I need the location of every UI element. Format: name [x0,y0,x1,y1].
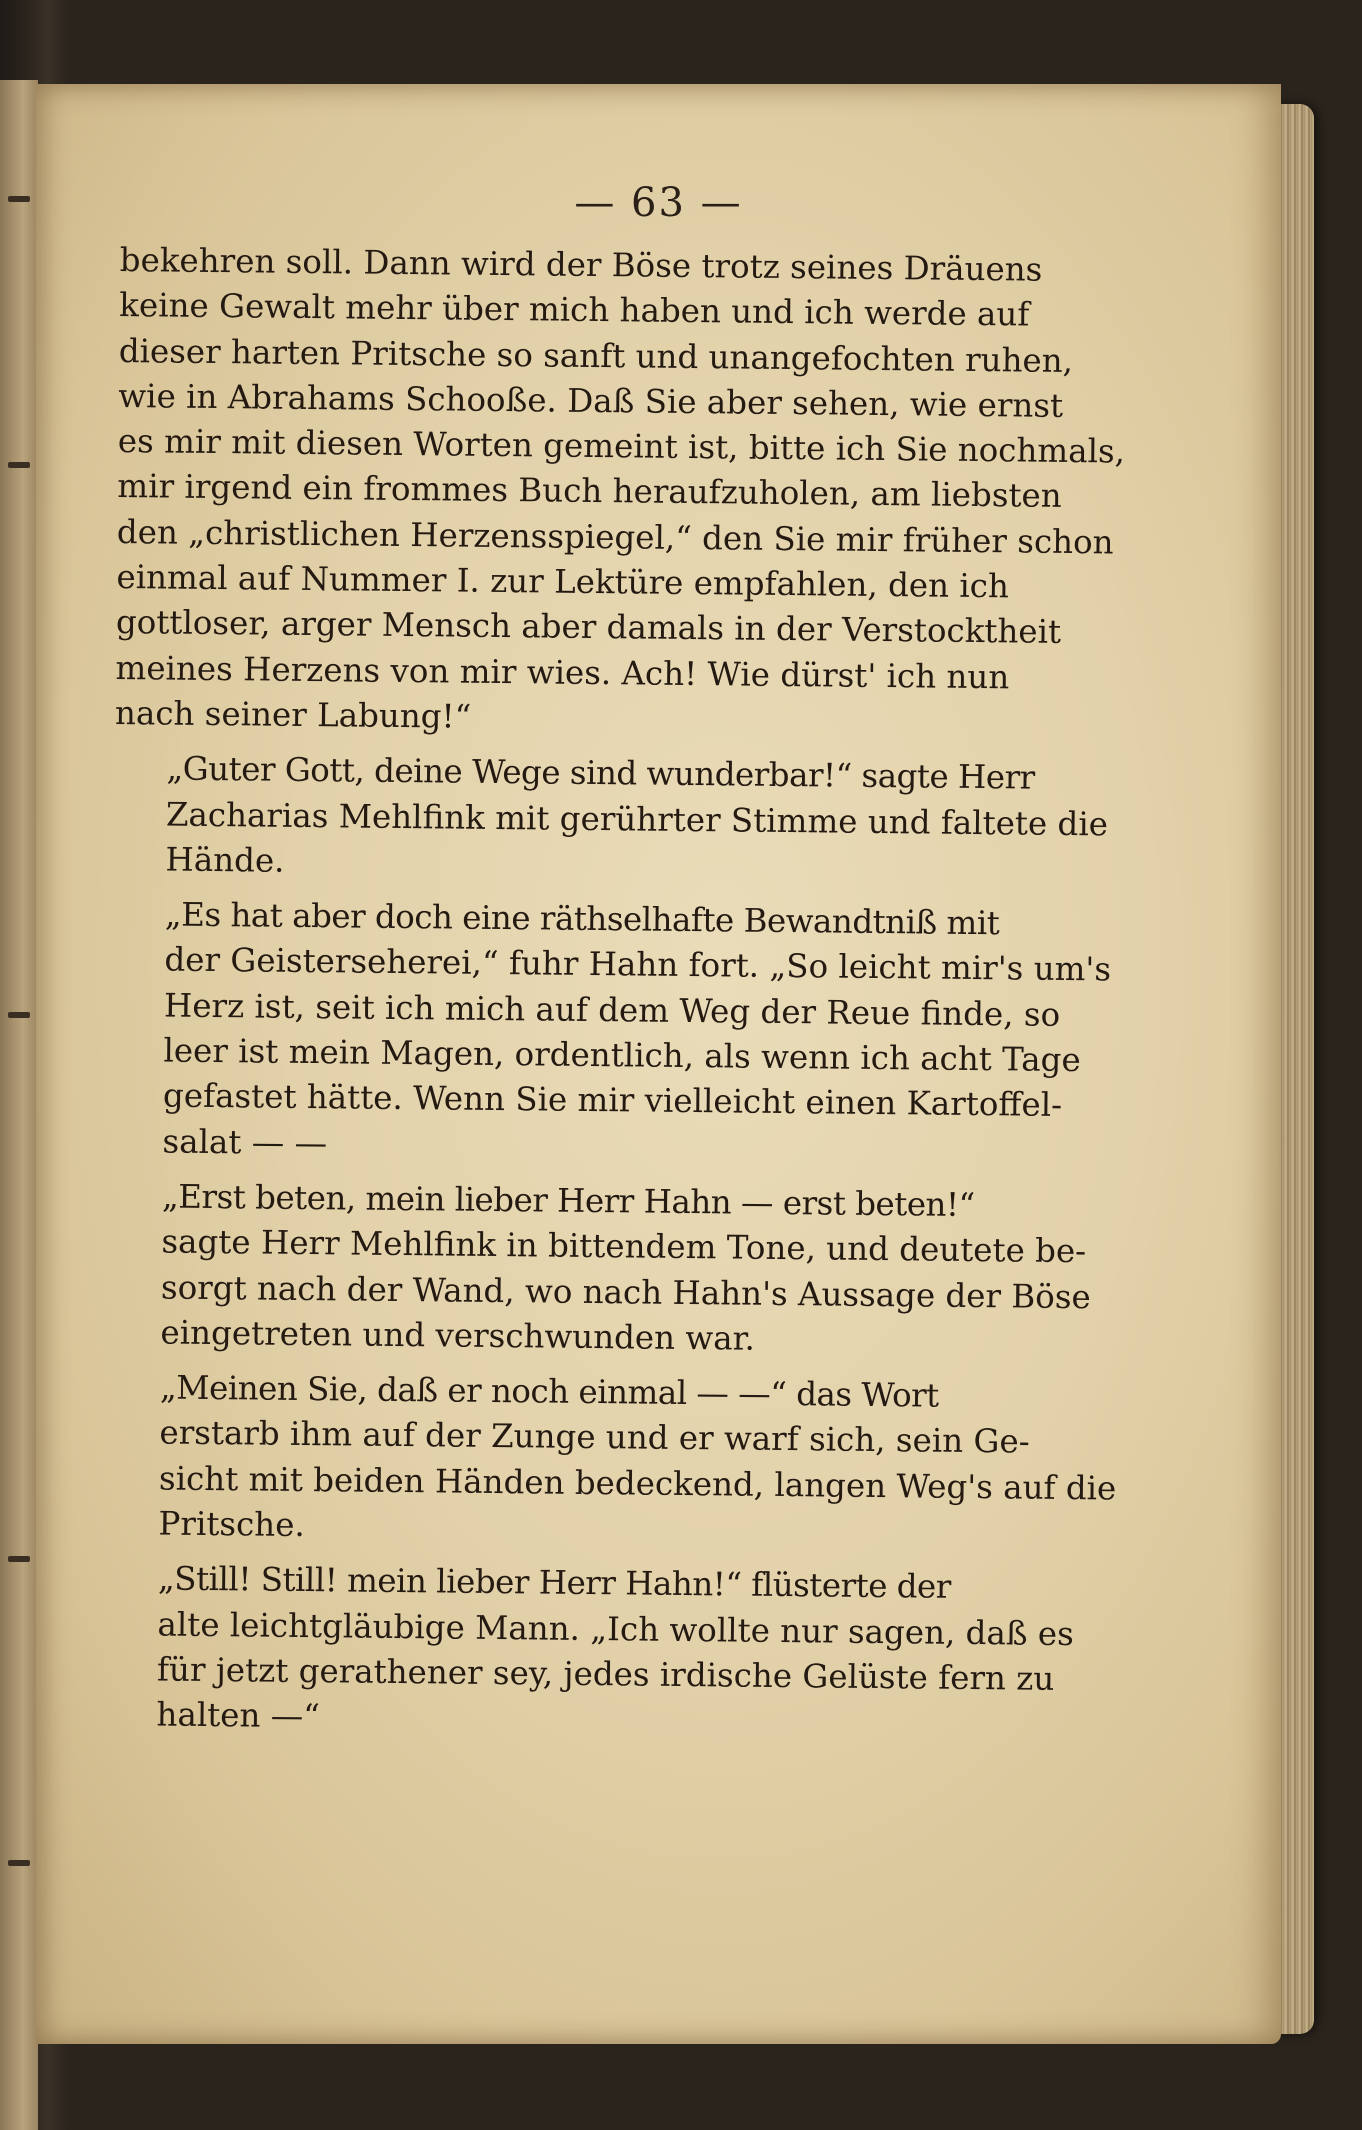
text-line: leer ist mein Magen, ordentlich, als wenn ich acht Tage [163,1031,1081,1080]
text-line: es mir mit diesen Worten gemeint ist, bitte ich Sie nochmals, [117,422,1126,471]
text-line: wie in Abrahams Schooße. Daß Sie aber sehen, wie ernst [118,376,1064,425]
text-line: Zacharias Mehlfink mit gerührter Stimme und faltete die [165,795,1109,843]
text-line: sicht mit beiden Händen bedeckend, langen Weg's auf die [158,1459,1117,1508]
text-line: der Geisterseherei,“ fuhr Hahn fort. „So leicht mir's um's [164,940,1112,989]
text-line: gefastet hätte. Wenn Sie mir vielleicht einen Kartoffel- [162,1076,1063,1125]
text-line: sagte Herr Mehlfink in bittendem Tone, und deutete be- [161,1222,1087,1271]
text-line: gottloser, arger Mensch aber damals in der Verstocktheit [115,603,1062,652]
text-line: erstarb ihm auf der Zunge und er warf sich, sein Ge- [159,1413,1030,1462]
binding-mark [8,1556,30,1562]
text-line: Pritsche. [158,1504,305,1545]
text-line: „Still! Still! mein lieber Herr Hahn!“ flüsterte der [157,1559,952,1607]
facing-page-edge [0,80,38,2130]
body-text [104,238,1152,1758]
text-line: dieser harten Pritsche so sanft und unangefochten ruhen, [118,331,1074,380]
text-line: sorgt nach der Wand, wo nach Hahn's Aussage der Böse [160,1268,1091,1316]
page-number: — 63 — [574,180,743,226]
paragraph [104,1556,1138,1748]
text-line: halten —“ [156,1695,321,1736]
text-line: „Guter Gott, deine Wege sind wunderbar!“ sagte Herr [166,749,1035,797]
binding-mark [8,196,30,202]
text-line: für jetzt gerathener sey, jedes irdische Gelüste fern zu [156,1650,1055,1698]
text-line: einmal auf Nummer I. zur Lektüre empfahlen, den ich [116,558,1010,606]
paragraph [110,892,1145,1175]
text-line: alte leichtgläubige Mann. „Ich wollte nur sagen, daß es [157,1605,1074,1653]
paragraph [115,238,1152,747]
text-line: eingetreten und verschwunden war. [160,1313,756,1358]
text-line: „Meinen Sie, daß er noch einmal — —“ das Wort [159,1368,939,1415]
text-line: keine Gewalt mehr über mich haben und ich werde auf [119,286,1030,334]
text-line: „Es hat aber doch eine räthselhafte Bewandtniß mit [164,895,1000,943]
paragraph [106,1365,1140,1557]
text-line: „Erst beten, mein lieber Herr Hahn — erst beten!“ [161,1177,975,1224]
binding-mark [8,1860,30,1866]
text-line: bekehren soll. Dann wird der Böse trotz seines Dräuens [119,240,1043,289]
paragraph [113,746,1146,893]
text-line: mir irgend ein frommes Buch heraufzuholen, am liebsten [117,467,1062,516]
text-line: salat — — [162,1122,328,1162]
binding-mark [8,1012,30,1018]
text-line: Herz ist, seit ich mich auf dem Weg der Reue finde, so [163,986,1061,1034]
book-page [36,84,1281,2044]
text-line: nach seiner Labung!“ [114,693,472,736]
paragraph [108,1174,1142,1366]
text-line: Hände. [165,840,285,880]
text-line: meines Herzens von mir wies. Ach! Wie dürst' ich nun [115,648,1010,697]
text-line: den „christlichen Herzensspiegel,“ den Sie mir früher schon [116,512,1114,562]
binding-mark [8,462,30,468]
